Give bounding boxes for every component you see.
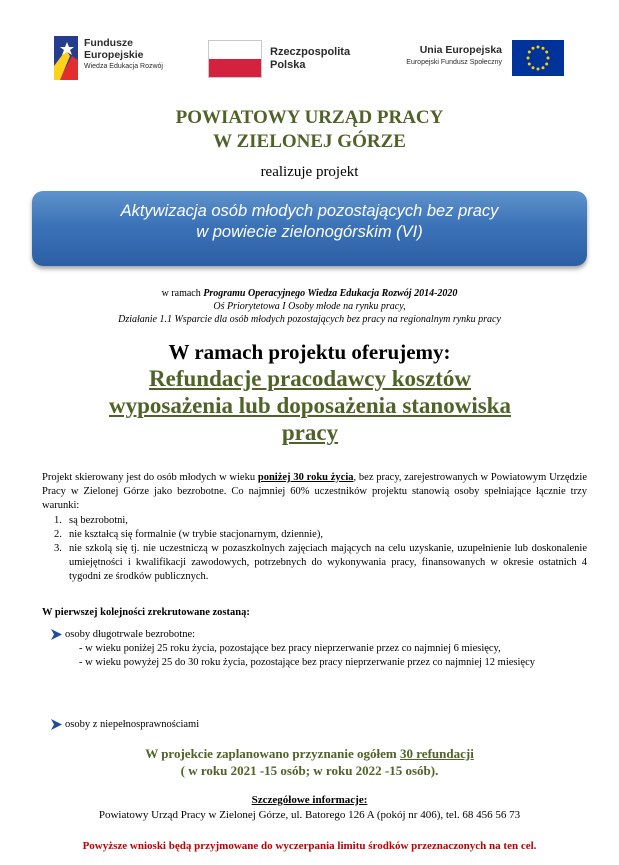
condition-item bbox=[42, 542, 587, 584]
project-title-line1: Aktywizacja osób młodych pozostających bez pracy bbox=[120, 202, 499, 220]
condition-text: są bezrobotni, bbox=[69, 515, 128, 526]
office-name-line1: POWIATOWY URZĄD PRACY bbox=[175, 107, 444, 128]
polish-flag-icon bbox=[208, 40, 262, 78]
office-name-line2: W ZIELONEJ GÓRZE bbox=[213, 131, 406, 152]
rp-logo-line1: Rzeczpospolita bbox=[270, 46, 351, 58]
details-label: Szczegółowe informacje: bbox=[251, 794, 368, 806]
condition-text: nie szkolą się tj. nie uczestniczą w pozaszkolnych zajęciach mających na celu uzyskanie, uzupełnienie lub doskonalenie umiejętności i kwalifikacji zawodowych, potrzebnych do wykonywania pracy, finansowanych w okresie ostatnich 4 tygodni ze środków publicznych. bbox=[69, 543, 587, 582]
condition-number: 2. bbox=[54, 529, 62, 540]
condition-item bbox=[42, 528, 587, 542]
office-name bbox=[0, 106, 619, 154]
group1-sub1: - w wieku poniżej 25 roku życia, pozostające bez pracy nieprzerwanie przez co najmniej 6 miesięcy, bbox=[79, 643, 501, 654]
program-prefix: w ramach bbox=[161, 288, 204, 299]
fe-star-icon bbox=[52, 36, 78, 80]
rp-logo-line2: Polska bbox=[270, 59, 306, 71]
age-highlight: poniżej 30 roku życia bbox=[257, 472, 354, 483]
group2-title: osoby z niepełnosprawnościami bbox=[65, 719, 200, 730]
project-title-line2: w powiecie zielonogórskim (VI) bbox=[196, 223, 423, 241]
ue-logo-line2: Europejski Fundusz Społeczny bbox=[406, 59, 502, 66]
conditions-list bbox=[42, 514, 587, 584]
refund-plan bbox=[0, 745, 619, 779]
plan-breakdown: ( w roku 2021 -15 osób; w roku 2022 -15 osób). bbox=[180, 763, 439, 778]
funding-limit-notice: Powyższe wnioski będą przyjmowane do wyczerpania limitu środków przeznaczonych na ten cel. bbox=[82, 840, 537, 852]
fe-logo-line2: Europejskie bbox=[84, 49, 144, 61]
fe-logo-line1: Fundusze bbox=[84, 37, 133, 49]
arrow-bullet-icon bbox=[51, 629, 62, 640]
eu-flag-icon bbox=[512, 40, 564, 76]
condition-text: nie kształcą się formalnie (w trybie stacjonarnym, dziennie), bbox=[69, 529, 323, 540]
group1-title: osoby długotrwale bezrobotne: bbox=[65, 629, 196, 640]
contact-address: Powiatowy Urząd Pracy w Zielonej Górze, ul. Batorego 126 A (pokój nr 406), tel. 68 456 56 73 bbox=[98, 809, 521, 821]
program-axis: Oś Priorytetowa I Osoby młode na rynku pracy, bbox=[213, 301, 406, 312]
fe-logo-line3: Wiedza Edukacja Rozwój bbox=[84, 63, 163, 70]
plan-prefix: W projekcie zaplanowano przyznanie ogółem bbox=[145, 746, 401, 761]
offer-headline-line1: Refundacje pracodawcy kosztów bbox=[149, 366, 471, 391]
refund-count: 30 refundacji bbox=[400, 746, 474, 761]
condition-number: 3. bbox=[54, 543, 62, 554]
offer-headline bbox=[40, 365, 580, 446]
condition-item bbox=[42, 514, 587, 528]
project-description bbox=[42, 471, 587, 513]
realizuje-text: realizuje projekt bbox=[260, 164, 359, 180]
group1-sub2: - w wieku powyżej 25 do 30 roku życia, pozostające bez pracy nieprzerwanie przez co najmniej 12 miesięcy bbox=[79, 657, 535, 668]
program-info bbox=[0, 287, 619, 326]
description-part1: Projekt skierowany jest do osób młodych w wieku bbox=[42, 472, 258, 483]
offer-title: W ramach projektu oferujemy: bbox=[168, 340, 451, 364]
offer-headline-line2: wyposażenia lub doposażenia stanowiska bbox=[109, 393, 511, 418]
arrow-bullet-icon bbox=[51, 719, 62, 730]
recruitment-label: W pierwszej kolejności zrekrutowane zostaną: bbox=[42, 607, 250, 618]
recruitment-group-long-term bbox=[65, 628, 585, 670]
recruitment-group-disabled bbox=[65, 718, 199, 732]
project-title-banner bbox=[32, 191, 587, 266]
program-measure: Działanie 1.1 Wsparcie dla osób młodych pozostających bez pracy na regionalnym rynku pracy bbox=[118, 314, 501, 325]
condition-number: 1. bbox=[54, 515, 62, 526]
description-part2: , bez pracy, zarejestrowanych w Powiatowym Urzędzie Pracy w Zielonej Górze jako bezrobotne. Co najmniej 60% uczestników projektu stanowią osoby spełniające łącznie trzy warunki: bbox=[42, 472, 587, 511]
logo-bar bbox=[0, 0, 619, 95]
ue-logo-line1: Unia Europejska bbox=[419, 44, 502, 56]
offer-headline-line3: pracy bbox=[281, 420, 339, 445]
program-name: Programu Operacyjnego Wiedza Edukacja Rozwój 2014-2020 bbox=[203, 288, 458, 299]
